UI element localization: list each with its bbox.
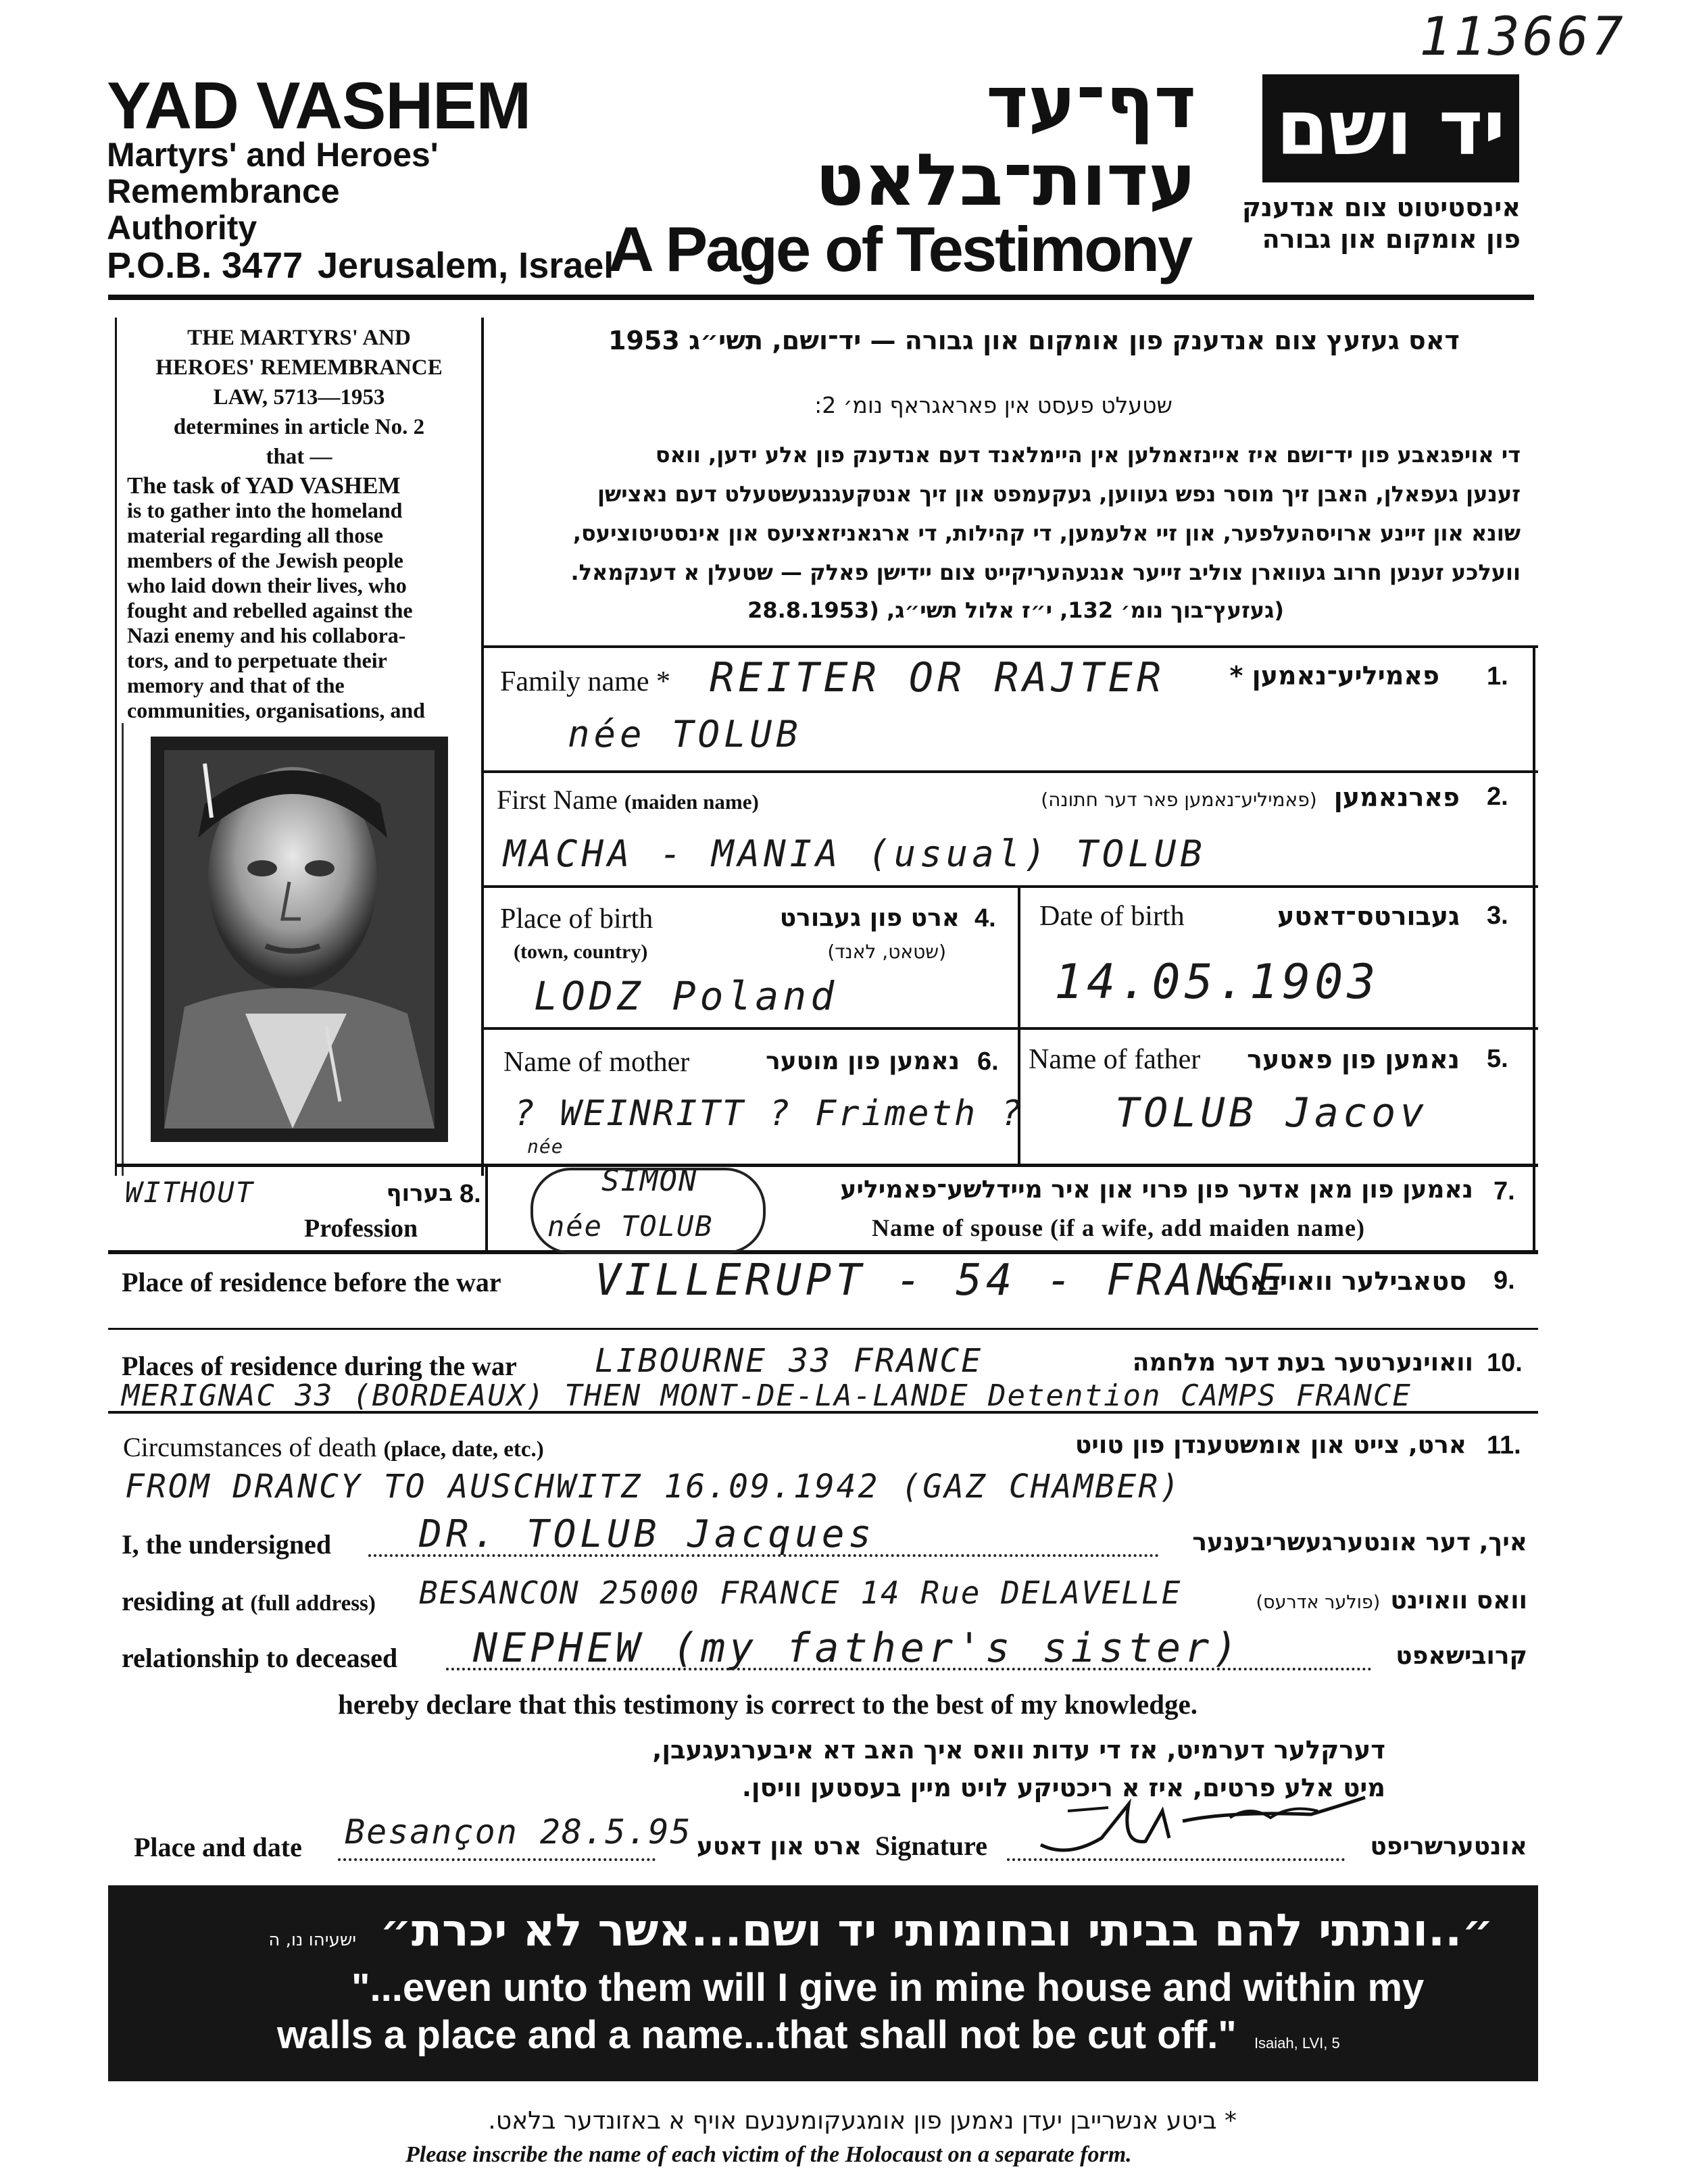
- yiddish-law-5: שונא און זיינע ארויסהעלפער, און זיי אלעמען, די קהילות, די ארגאניזאציעס און אינסטיטוציעס,: [572, 520, 1521, 546]
- yiddish-law-7: (געזעץ־בוך נומ׳ 132, י״ז אלול תשי״ג, (28.8.1953: [747, 597, 1284, 623]
- mother-label-yi: נאמען פון מוטער: [766, 1047, 960, 1075]
- rule-birth-parents: [484, 1027, 1538, 1030]
- residence-during-value-2: MERIGNAC 33 (BORDEAUX) THEN MONT-DE-LA-LANDE Detention CAMPS FRANCE: [122, 1379, 1412, 1413]
- residence-before-value: VILLERUPT - 54 - FRANCE: [595, 1256, 1287, 1306]
- footer-yiddish: * ביטע אנשרייבן יעדן נאמען פון אומגעקומענעם אויף א באזונדער בלאט.: [488, 2107, 1237, 2135]
- field-number-4: 4.: [974, 904, 996, 933]
- residence-before-label: Place of residence before the war: [122, 1267, 501, 1297]
- death-label-yi: ארט, צייט און אומשטענדן פון טויט: [1075, 1431, 1466, 1459]
- law-heading-1: THE MARTYRS' AND: [187, 326, 411, 350]
- field-number-3: 3.: [1487, 901, 1508, 930]
- father-value: TOLUB Jacov: [1115, 1089, 1429, 1137]
- institute-line-1: אינסטיטוט צום אנדענק: [1241, 193, 1521, 222]
- relationship-label: relationship to deceased: [122, 1643, 398, 1673]
- date-of-birth-label-yi: געבורטס־דאטע: [1277, 901, 1460, 931]
- place-of-birth-label-yi-small: (שטאט, לאנד): [827, 941, 946, 963]
- org-city: Jerusalem, Israel: [318, 245, 614, 286]
- yiddish-law-3: די אויפגאבע פון יד־ושם איז איינזאמלען אין היימלאנד דעם אנדענק פון אלע ידען, וואס: [655, 442, 1521, 468]
- yiddish-title-1: דף־עד: [986, 61, 1196, 144]
- rule-parents-spouse: [115, 1164, 1538, 1167]
- family-name-value-2: née TOLUB: [568, 713, 802, 755]
- law-body-line: memory and that of the: [127, 673, 345, 697]
- declaration-text: hereby declare that this testimony is correct to the best of my knowledge.: [338, 1689, 1198, 1720]
- profession-label: Profession: [304, 1214, 418, 1243]
- residing-label-yi-small: (פולער אדרעס): [1256, 1592, 1381, 1613]
- residing-label-text: residing at: [122, 1586, 244, 1616]
- field-number-2: 2.: [1487, 783, 1508, 811]
- place-of-birth-label-yi: ארט פון געבורט: [779, 904, 960, 932]
- spouse-value-2: née TOLUB: [547, 1210, 714, 1243]
- date-of-birth-value: 14.05.1903: [1054, 954, 1380, 1010]
- relationship-label-yi: קרובישאפט: [1396, 1642, 1527, 1670]
- residence-before-label-yi: סטאבילער וואוינארט: [1216, 1266, 1466, 1296]
- logo-text: יד ושם: [1276, 84, 1506, 172]
- declaration-yi-1: דערקלער דערמיט, אז די עדות וואס איך האב דא איבערגעגעבן,: [652, 1735, 1385, 1764]
- undersigned-label: I, the undersigned: [122, 1529, 332, 1560]
- org-name: YAD VASHEM: [107, 68, 531, 143]
- header-rule: [108, 295, 1534, 300]
- banner-hebrew-ref: ישעיהו נו, ה: [268, 1930, 357, 1950]
- field-number-8: 8.: [460, 1180, 481, 1208]
- family-name-value: REITER OR RAJTER: [710, 654, 1165, 701]
- father-label-yi: נאמען פון פאטער: [1247, 1045, 1460, 1074]
- yiddish-law-2: שטעלט פעסט אין פאראגראף נומ׳ 2:: [814, 392, 1173, 418]
- institute-line-2: פון אומקום און גבורה: [1262, 224, 1521, 254]
- spouse-value: SIMON: [601, 1164, 698, 1198]
- relationship-value: NEPHEW (my father's sister): [473, 1624, 1242, 1672]
- signature-mark: [1027, 1784, 1379, 1865]
- photo-image: [124, 723, 475, 1176]
- banner-hebrew-text: ״..ונתתי להם בביתי ובחומותי יד ושם...אשר לא יכרת״: [380, 1904, 1494, 1956]
- place-of-birth-label-small: (town, country): [514, 941, 648, 963]
- org-sub-2: Remembrance: [107, 172, 340, 210]
- rule-residence-during: [108, 1328, 1538, 1330]
- yiddish-law-6: וועלכע זענען חרוב געווארן צוליב זייער אנגעהעריקייט צום יידישן פאלק — שטעלן א דענקמאל.: [570, 560, 1521, 585]
- field-number-6: 6.: [977, 1047, 999, 1076]
- rule-top-family: [484, 645, 1538, 648]
- field-number-10: 10.: [1487, 1349, 1523, 1377]
- undersigned-value: DR. TOLUB Jacques: [419, 1512, 876, 1556]
- law-body-line: is to gather into the homeland: [127, 498, 403, 522]
- banner-en-2-text: walls a place and a name...that shall not be cut off.": [277, 2013, 1237, 2057]
- spouse-label-yi: נאמען פון מאן אדער פון פרוי און איר מיידלשע־פאמיליע: [840, 1176, 1473, 1203]
- signature-label: Signature: [875, 1831, 987, 1861]
- residing-label: [122, 1585, 376, 1617]
- death-label: [123, 1431, 544, 1463]
- banner-hebrew: [135, 1904, 1494, 1956]
- rule-first-birth: [484, 885, 1538, 888]
- signature-label-yi: אונטערשריפט: [1370, 1833, 1527, 1860]
- first-name-label: [497, 784, 759, 816]
- law-body-line: members of the Jewish people: [127, 548, 403, 572]
- rule-right-edge: [1533, 645, 1535, 1251]
- profession-label-yi: בערוף: [386, 1180, 453, 1207]
- residence-during-label: Places of residence during the war: [122, 1351, 517, 1381]
- residence-during-label-yi: וואוינערטער בעת דער מלחמה: [1132, 1349, 1473, 1376]
- scripture-banner: [108, 1885, 1538, 2081]
- mother-value: ? WEINRITT ? Frimeth ?: [514, 1093, 1024, 1134]
- first-name-label-small: (maiden name): [624, 790, 759, 814]
- org-pob: P.O.B. 3477: [107, 245, 303, 286]
- law-heading-5: that —: [266, 445, 332, 469]
- residing-value: BESANCON 25000 FRANCE 14 Rue DELAVELLE: [419, 1574, 1182, 1611]
- father-label: Name of father: [1029, 1044, 1201, 1075]
- law-box: [122, 323, 476, 472]
- family-name-label: Family name *: [500, 666, 670, 697]
- yiddish-title-2: עדות־בלאט: [815, 139, 1196, 222]
- first-name-label-yi-text: פארנאמען: [1333, 783, 1460, 812]
- law-body-line: The task of YAD VASHEM: [127, 472, 401, 499]
- law-body-line: tors, and to perpetuate their: [127, 648, 387, 672]
- place-date-label: Place and date: [134, 1832, 302, 1862]
- death-value: FROM DRANCY TO AUSCHWITZ 16.09.1942 (GAZ CHAMBER): [125, 1468, 1182, 1506]
- law-heading-2: HEROES' REMEMBRANCE: [155, 355, 443, 380]
- mother-label: Name of mother: [503, 1047, 690, 1078]
- field-number-11: 11.: [1487, 1431, 1521, 1460]
- undersigned-label-yi: איך, דער אונטערגעשריבענער: [1192, 1529, 1527, 1556]
- law-body-line: material regarding all those: [127, 523, 383, 547]
- law-body-line: fought and rebelled against the: [127, 598, 413, 622]
- law-body-line: Nazi enemy and his collabora-: [127, 623, 406, 647]
- declaration-yi-2: מיט אלע פרטים, איז א ריכטיקע לויט מיין בעסטען וויסן.: [741, 1773, 1385, 1802]
- spouse-label: Name of spouse (if a wife, add maiden name): [872, 1214, 1365, 1241]
- law-box-right: [481, 318, 484, 1176]
- date-of-birth-label: Date of birth: [1039, 901, 1185, 932]
- first-name-label-yi-small: (פאמיליע־נאמען פאר דער חתונה): [1041, 789, 1317, 811]
- residing-label-yi: [1230, 1587, 1527, 1614]
- banner-en-2: [277, 2012, 1340, 2058]
- law-body: [127, 473, 462, 723]
- death-label-small: (place, date, etc.): [383, 1437, 544, 1462]
- archive-number: 113667: [1419, 7, 1626, 68]
- rule-col-spouse: [485, 1166, 488, 1251]
- yad-vashem-logo: [1262, 74, 1519, 182]
- footer-english: Please inscribe the name of each victim of the Holocaust on a separate form.: [405, 2142, 1132, 2167]
- yiddish-law-4: זענען געפאלן, האבן זיך מוסר נפש געווען, געקעמפט און זיך אנטקעגנגעשטעלט דעם נאצישן: [597, 481, 1521, 507]
- field-number-7: 7.: [1494, 1177, 1515, 1206]
- law-heading-3: LAW, 5713—1953: [213, 385, 385, 410]
- org-sub-1: Martyrs' and Heroes': [107, 136, 439, 174]
- law-box-left: [115, 318, 117, 1176]
- banner-en-1: "...even unto them will I give in mine house and within my: [351, 1966, 1425, 2010]
- law-body-line: who laid down their lives, who: [127, 573, 407, 597]
- place-date-line: [338, 1858, 656, 1861]
- page-title: A Page of Testimony: [608, 214, 1191, 284]
- death-label-text: Circumstances of death: [123, 1432, 377, 1462]
- place-of-birth-label: Place of birth: [500, 903, 653, 935]
- spouse-value-circle: [530, 1168, 766, 1254]
- place-of-birth-value: LODZ Poland: [534, 973, 839, 1019]
- mother-value-small: née: [527, 1135, 564, 1158]
- yiddish-law-1: דאס געזעץ צום אנדענק פון אומקום און גבורה — יד־ושם, תשי״ג 1953: [608, 326, 1460, 355]
- first-name-label-text: First Name: [497, 785, 618, 815]
- banner-en-ref: Isaiah, LVI, 5: [1254, 2035, 1340, 2052]
- residing-label-small: (full address): [250, 1591, 376, 1616]
- rule-spouse-residence: [108, 1250, 1538, 1254]
- first-name-value: MACHA - MANIA (usual) TOLUB: [503, 833, 1206, 875]
- profession-value: WITHOUT: [125, 1176, 255, 1209]
- field-number-1: 1.: [1487, 662, 1508, 691]
- rule-family-first: [484, 770, 1538, 773]
- field-number-9: 9.: [1494, 1266, 1515, 1295]
- law-body-line: communities, organisations, and: [127, 698, 425, 722]
- place-date-label-yi: ארט און דאטע: [696, 1833, 862, 1860]
- residence-during-value: LIBOURNE 33 FRANCE: [595, 1342, 983, 1380]
- residing-label-yi-text: וואס וואוינט: [1390, 1587, 1527, 1614]
- family-name-label-yi: פאמיליע־נאמען *: [1229, 661, 1439, 691]
- field-number-5: 5.: [1487, 1045, 1508, 1073]
- law-heading-4: determines in article No. 2: [173, 415, 425, 439]
- place-date-value: Besançon 28.5.95: [345, 1812, 692, 1852]
- first-name-label-yi: [987, 783, 1460, 812]
- org-sub-3: Authority: [107, 209, 257, 247]
- victim-photo: [122, 723, 475, 1176]
